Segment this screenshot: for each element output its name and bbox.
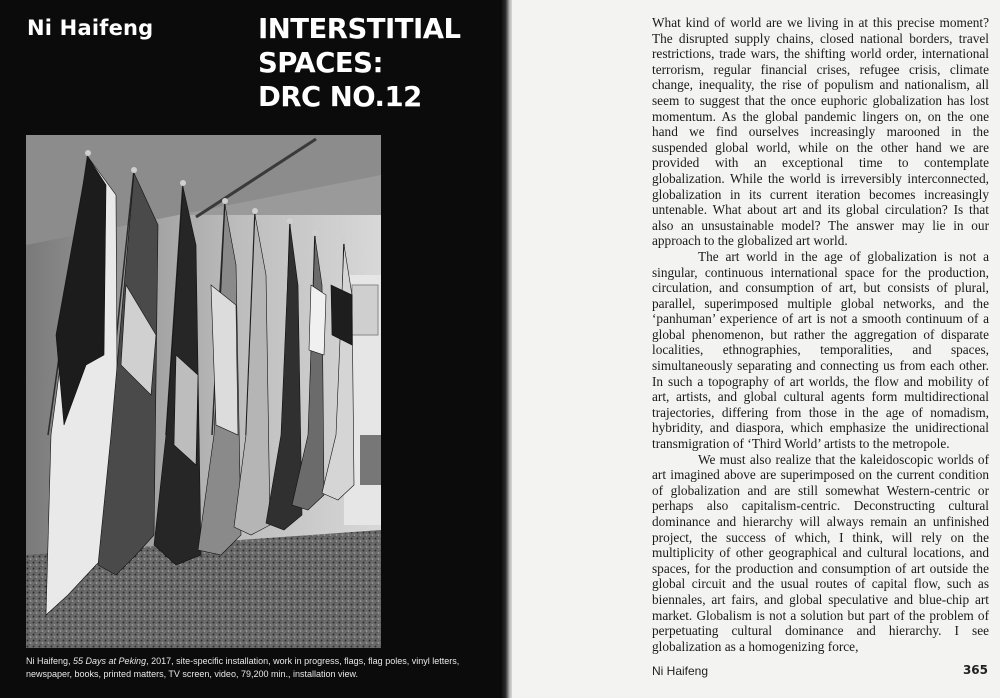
essay-body	[652, 15, 989, 654]
right-page	[512, 0, 1000, 698]
title-line: DRC NO.12	[258, 81, 422, 113]
page-number: 365	[962, 663, 988, 677]
caption-work-title: 55 Days at Peking	[73, 656, 147, 666]
running-footer-author: Ni Haifeng	[652, 664, 709, 678]
title-line: SPACES:	[258, 47, 383, 79]
essay-title	[258, 12, 498, 114]
caption-details: , 2017, site-specific installation, work in progress, flags, flag poles, vinyl letters, newspaper, books, printed matters, TV screen, video, 79,200 min., installation view.	[26, 656, 460, 679]
installation-photo	[26, 135, 381, 648]
author-name: Ni Haifeng	[27, 16, 154, 40]
paragraph: The art world in the age of globalization is not a singular, continuous international space for the production, circulation, and consumption of art, but consists of plural, parallel, superimposed multiple global networks, and the ‘panhuman’ experience of art is not a smooth continuum of a global phenomenon, but rather the aggregation of disparate localities, ethnographies, temporalities, and spaces, simultaneously separating and connecting us from each other. In such a topography of art worlds, the flow and mobility of art, artists, and global cultural agents form multidirectional trajectories, differing from those in the age of nomadism, hybridity, and diaspora, which emphasize the unidirectional transmigration of ‘Third World’ artists to the metropole.	[652, 248, 989, 452]
caption-lead: Ni Haifeng,	[26, 656, 74, 666]
title-line: INTERSTITIAL	[258, 13, 461, 45]
paragraph: What kind of world are we living in at this precise moment? The disrupted supply chains, closed national borders, travel restrictions, trade wars, the shifting world order, international terrorism, regular financial crises, refugee crisis, climate change, inequality, the rise of populism and nationalism, all seem to suggest that the once euphoric globalization has lost momentum. As the global pandemic lingers on, on the one hand we find ourselves increasingly marooned in the suspended global world, while on the other hand we are provided with an exceptional time to contemplate globalization. While the world is irreversibly interconnected, globalization in its current iteration becomes increasingly untenable. What about art and its global circulation? Is that also an unsustainable model? The answer may lie in our approach to the globalized art world.	[652, 15, 989, 249]
paragraph: We must also realize that the kaleidoscopic worlds of art imagined above are superimposed on the current condition of globalization and are still somewhat Western-centric or perhaps also capitalism-centric. Deconstructing cultural dominance and hierarchy will always remain an unfinished project, the success of which, I think, will rely on the multiplicity of other geographical and cultural locations, and spaces, for the production and consumption of art outside the global circuit and the usual routes of capital flow, such as biennales, art fairs, and global speculative and blue-chip art market. Globalism is not a solution but part of the problem of perpetuating cultural dominance and hierarchy. I see globalization as a homogenizing force,	[652, 451, 989, 654]
photo-caption	[26, 655, 481, 681]
